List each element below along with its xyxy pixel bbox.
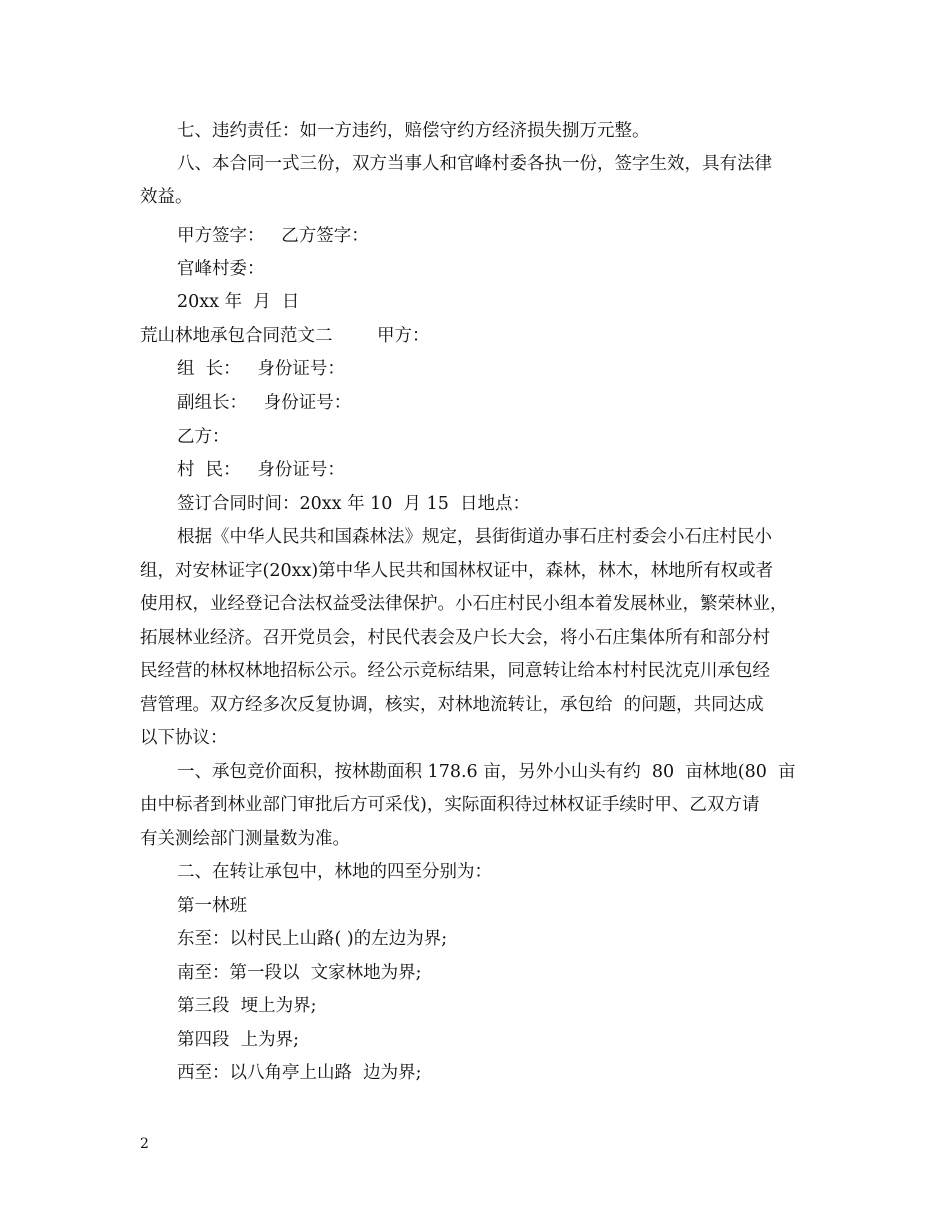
- west-boundary: 西至：以八角亭上山路 边为界;: [177, 1063, 422, 1083]
- signature-line: 甲方签字： 乙方签字：: [177, 226, 369, 246]
- section-heading: 荒山林地承包合同范文二 甲方：: [140, 326, 430, 346]
- date-line: 20xx 年 月 日: [177, 292, 300, 312]
- clause-one-line-3: 有关测绘部门测量数为准。: [140, 829, 350, 849]
- clause-one-line-1: 一、承包竞价面积，按林勘面积 178.6 亩，另外小山头有约 80 亩林地(80 亩: [177, 762, 796, 782]
- clause-seven: 七、违约责任：如一方违约，赔偿守约方经济损失捌万元整。: [177, 121, 650, 141]
- preamble-line-7: 以下协议：: [140, 728, 228, 748]
- deputy-leader-line: 副组长： 身份证号：: [177, 393, 352, 413]
- segment-four: 第四段 上为界;: [177, 1030, 300, 1050]
- preamble-line-3: 使用权，业经登记合法权益受法律保护。小石庄村民小组本着发展林业，繁荣林业，: [140, 594, 788, 614]
- preamble-line-4: 拓展林业经济。召开党员会，村民代表会及户长大会，将小石庄集体所有和部分村: [140, 628, 770, 648]
- preamble-line-6: 营管理。双方经多次反复协调，核实，对林地流转让，承包给 的问题，共同达成: [140, 695, 764, 715]
- team-leader-line: 组 长： 身份证号：: [177, 359, 345, 379]
- south-boundary: 南至：第一段以 文家林地为界;: [177, 963, 422, 983]
- village-committee-line: 官峰村委：: [177, 259, 265, 279]
- preamble-line-5: 民经营的林权林地招标公示。经公示竞标结果，同意转让给本村村民沈克川承包经: [140, 661, 770, 681]
- preamble-line-1: 根据《中华人民共和国森林法》规定，县街街道办事石庄村委会小石庄村民小: [177, 527, 772, 547]
- clause-one-line-2: 由中标者到林业部门审批后方可采伐)，实际面积待过林权证手续时甲、乙双方请: [140, 795, 760, 815]
- contract-time-line: 签订合同时间：20xx 年 10 月 15 日地点：: [177, 494, 530, 514]
- villager-line: 村 民： 身份证号：: [177, 460, 345, 480]
- east-boundary: 东至：以村民上山路( )的左边为界;: [177, 929, 448, 949]
- segment-three: 第三段 埂上为界;: [177, 996, 317, 1016]
- party-b-line: 乙方：: [177, 427, 230, 447]
- page-number: 2: [140, 1136, 149, 1152]
- forest-block-label: 第一林班: [177, 896, 247, 916]
- clause-two: 二、在转让承包中，林地的四至分别为：: [177, 862, 492, 882]
- clause-eight: 八、本合同一式三份，双方当事人和官峰村委各执一份，签字生效，具有法律: [177, 154, 772, 174]
- preamble-line-2: 组，对安林证字(20xx)第中华人民共和国林权证中，森林，林木，林地所有权或者: [140, 561, 774, 581]
- clause-eight-cont: 效益。: [140, 187, 193, 207]
